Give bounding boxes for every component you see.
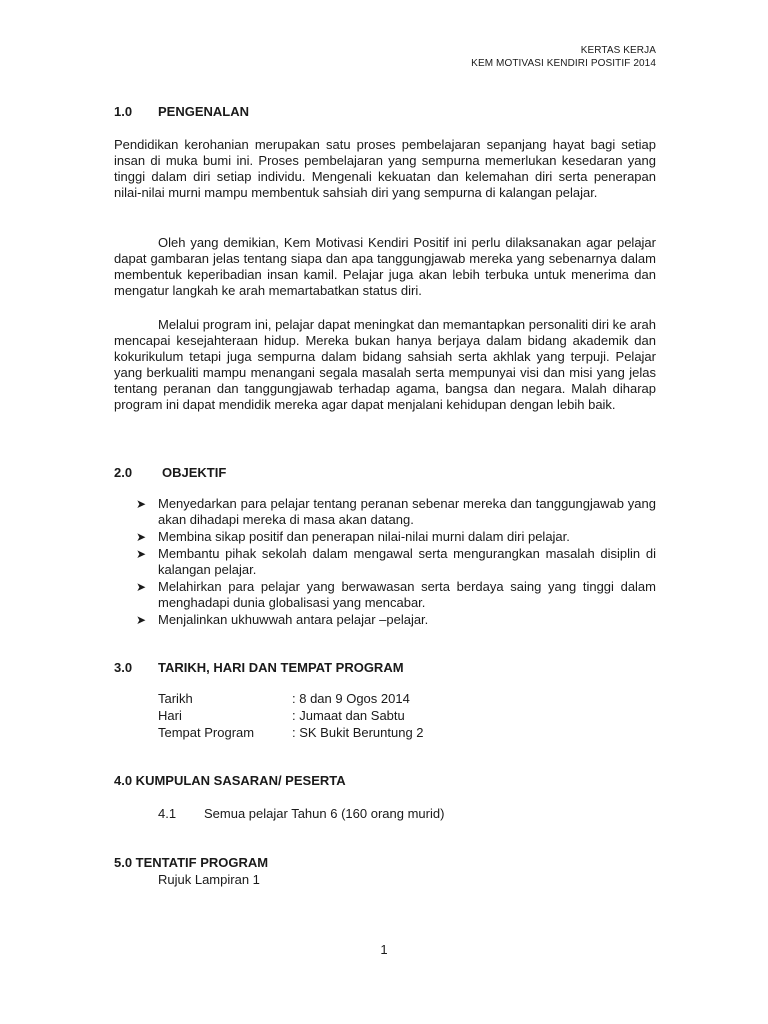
target-group-text: Semua pelajar Tahun 6 (160 orang murid) xyxy=(204,806,445,821)
list-item xyxy=(114,579,656,611)
section-3-title: TARIKH, HARI DAN TEMPAT PROGRAM xyxy=(158,660,404,675)
list-item xyxy=(114,496,656,528)
page-number: 1 xyxy=(380,942,388,957)
tentative-reference: Rujuk Lampiran 1 xyxy=(158,872,260,887)
objective-text: Membina sikap positif dan penerapan nilai-nilai murni dalam diri pelajar. xyxy=(158,529,570,544)
table-row xyxy=(158,690,424,707)
section-2-number: 2.0 xyxy=(114,465,133,480)
detail-value: : 8 dan 9 Ogos 2014 xyxy=(292,691,410,706)
detail-label: Tarikh xyxy=(158,691,193,706)
section-3-number: 3.0 xyxy=(114,660,133,675)
arrowhead-bullet-icon: ➤ xyxy=(136,530,147,544)
section-1-paragraph-2: Oleh yang demikian, Kem Motivasi Kendiri Positif ini perlu dilaksanakan agar pelajar dapat gambaran jelas tentang siapa dan apa tanggungjawab mereka yang sebenarnya dalam membentuk keperibadian insan kamil. Pelajar juga akan lebih terbuka untuk menerima dan mengatur langkah ke arah memartabatkan status diri. xyxy=(114,235,656,298)
section-1-paragraph-3: Melalui program ini, pelajar dapat meningkat dan memantapkan personaliti diri ke arah mencapai kesejahteraan hidup. Mereka bukan hanya berjaya dalam bidang akademik dan kokurikulum tetapi juga sempurna dalam bidang sahsiah serta akhlak yang terpuji. Pelajar yang berkualiti mampu menangani segala masalah serta mempunyai visi dan misi yang jelas tentang peranan dan tanggungjawab terhadap agama, bangsa dan negara. Malah diharap program ini dapat mendidik mereka agar dapat menjalani kehidupan dengan lebih baik. xyxy=(114,317,656,412)
program-details-table xyxy=(158,690,424,741)
arrowhead-bullet-icon: ➤ xyxy=(136,547,147,561)
section-1-heading xyxy=(114,104,249,119)
objectives-list xyxy=(114,496,656,629)
list-item xyxy=(114,546,656,578)
arrowhead-bullet-icon: ➤ xyxy=(136,497,147,511)
section-2-heading xyxy=(114,465,226,480)
header-line-2: KEM MOTIVASI KENDIRI POSITIF 2014 xyxy=(471,58,656,69)
section-3-heading xyxy=(114,660,404,675)
target-group-item xyxy=(158,806,444,822)
list-item xyxy=(114,529,656,545)
section-1-number: 1.0 xyxy=(114,104,133,119)
detail-label: Hari xyxy=(158,708,182,723)
arrowhead-bullet-icon: ➤ xyxy=(136,580,147,594)
section-5-heading: 5.0 TENTATIF PROGRAM xyxy=(114,855,269,870)
detail-value: : Jumaat dan Sabtu xyxy=(292,708,405,723)
document-header xyxy=(471,44,656,70)
objective-text: Membantu pihak sekolah dalam mengawal serta mengurangkan masalah disiplin di kalangan pelajar. xyxy=(158,546,656,577)
objective-text: Menjalinkan ukhuwwah antara pelajar –pelajar. xyxy=(158,612,429,627)
section-1-paragraph-1: Pendidikan kerohanian merupakan satu proses pembelajaran sepanjang hayat bagi setiap insan di muka bumi ini. Proses pembelajaran yang sempurna memerlukan kesedaran yang tinggi dalam diri setiap individu. Mengenali kekuatan dan kelemahan diri serta penerapan nilai-nilai murni mampu membentuk sahsiah diri yang sempurna di kalangan pelajar. xyxy=(114,137,656,200)
table-row xyxy=(158,707,424,724)
section-2-title: OBJEKTIF xyxy=(162,465,227,480)
target-group-number: 4.1 xyxy=(158,806,177,821)
section-4-heading: 4.0 KUMPULAN SASARAN/ PESERTA xyxy=(114,773,346,788)
detail-value: : SK Bukit Beruntung 2 xyxy=(292,725,424,740)
objective-text: Melahirkan para pelajar yang berwawasan serta berdaya saing yang tinggi dalam menghadapi dunia globalisasi yang mencabar. xyxy=(158,579,656,610)
header-line-1: KERTAS KERJA xyxy=(580,45,656,56)
detail-label: Tempat Program xyxy=(158,725,255,740)
section-1-title: PENGENALAN xyxy=(158,104,250,119)
arrowhead-bullet-icon: ➤ xyxy=(136,613,147,627)
objective-text: Menyedarkan para pelajar tentang peranan sebenar mereka dan tanggungjawab yang akan dihadapi mereka di masa akan datang. xyxy=(158,496,656,527)
list-item xyxy=(114,612,656,628)
table-row xyxy=(158,724,424,741)
